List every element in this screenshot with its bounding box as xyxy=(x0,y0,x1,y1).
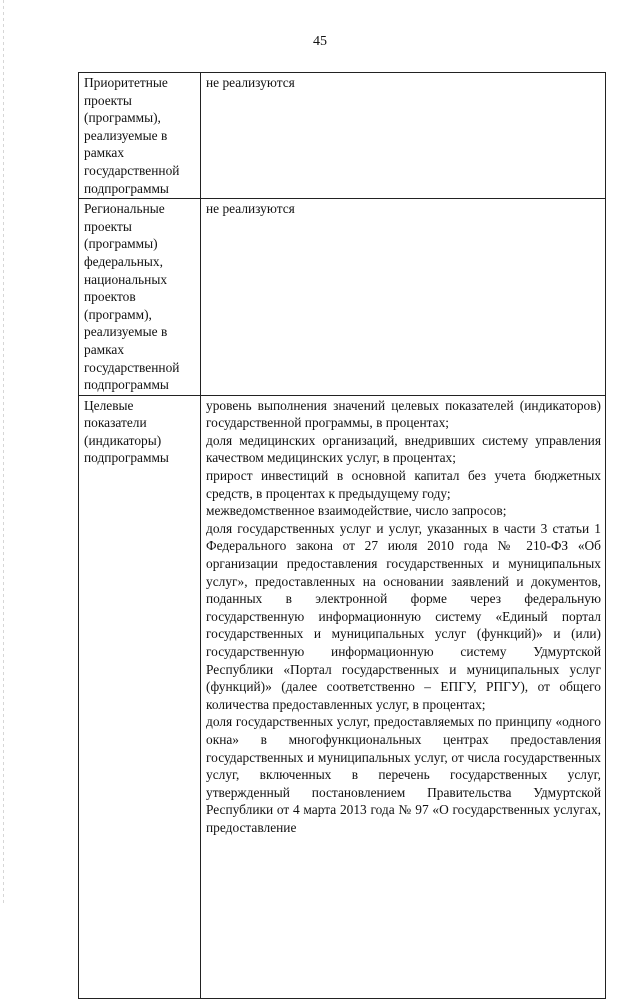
value-text: не реализуются xyxy=(206,201,295,217)
label-text: Приоритетные проекты (программы), реализуемые в рамках государственной подпрограммы xyxy=(84,75,180,196)
subprogram-passport-table xyxy=(78,72,606,999)
table-row xyxy=(79,395,606,998)
scan-margin-dots xyxy=(3,0,4,905)
row-value-target-indicators xyxy=(201,395,606,998)
indicator-item: межведомственное взаимодействие, число запросов; xyxy=(206,503,507,519)
indicator-item: доля государственных услуг и услуг, указанных в части 3 статьи 1 Федерального закона от 27 июля 2010 года № 210-ФЗ «Об организации предоставления государственных и муниципальных услуг», предоставленных на основании заявлений и документов, поданных в электронной форме через федеральную государственную информационную систему «Единый портал государственных и муниципальных услуг (функций)» и (или) государственную информационную систему Удмуртской Республики «Портал государственных и муниципальных услуг (функций)» (далее соответственно – ЕПГУ, РПГУ), от общего количества предоставленных услуг, в процентах; xyxy=(206,520,601,712)
row-label-regional-projects xyxy=(79,199,201,396)
label-text: Региональные проекты (программы) федеральных, национальных проектов (программ), реализуемые в рамках государственной подпрограммы xyxy=(84,201,180,393)
page-number: 45 xyxy=(313,34,327,49)
row-label-target-indicators xyxy=(79,395,201,998)
indicator-item: доля медицинских организаций, внедривших систему управления качеством медицинских услуг, в процентах; xyxy=(206,432,601,466)
table-row xyxy=(79,199,606,396)
label-text: Целевые показатели (индикаторы) подпрограммы xyxy=(84,397,169,466)
row-label-priority-projects xyxy=(79,73,201,199)
row-value-regional-projects xyxy=(201,199,606,396)
indicator-item: доля государственных услуг, предоставляемых по принципу «одного окна» в многофункциональных центрах предоставления государственных и муниципальных услуг, от числа государственных услуг, включенных в перечень государственных услуг, утвержденный постановлением Правительства Удмуртской Республики от 4 марта 2013 года № 97 «О государственных услугах, предоставление xyxy=(206,714,601,835)
indicator-item: уровень выполнения значений целевых показателей (индикаторов) государственной программы, в процентах; xyxy=(206,397,601,431)
row-value-priority-projects xyxy=(201,73,606,199)
value-text: не реализуются xyxy=(206,75,295,90)
table-row xyxy=(79,73,606,199)
indicator-item: прирост инвестиций в основной капитал без учета бюджетных средств, в процентах к предыдущему году; xyxy=(206,468,601,501)
